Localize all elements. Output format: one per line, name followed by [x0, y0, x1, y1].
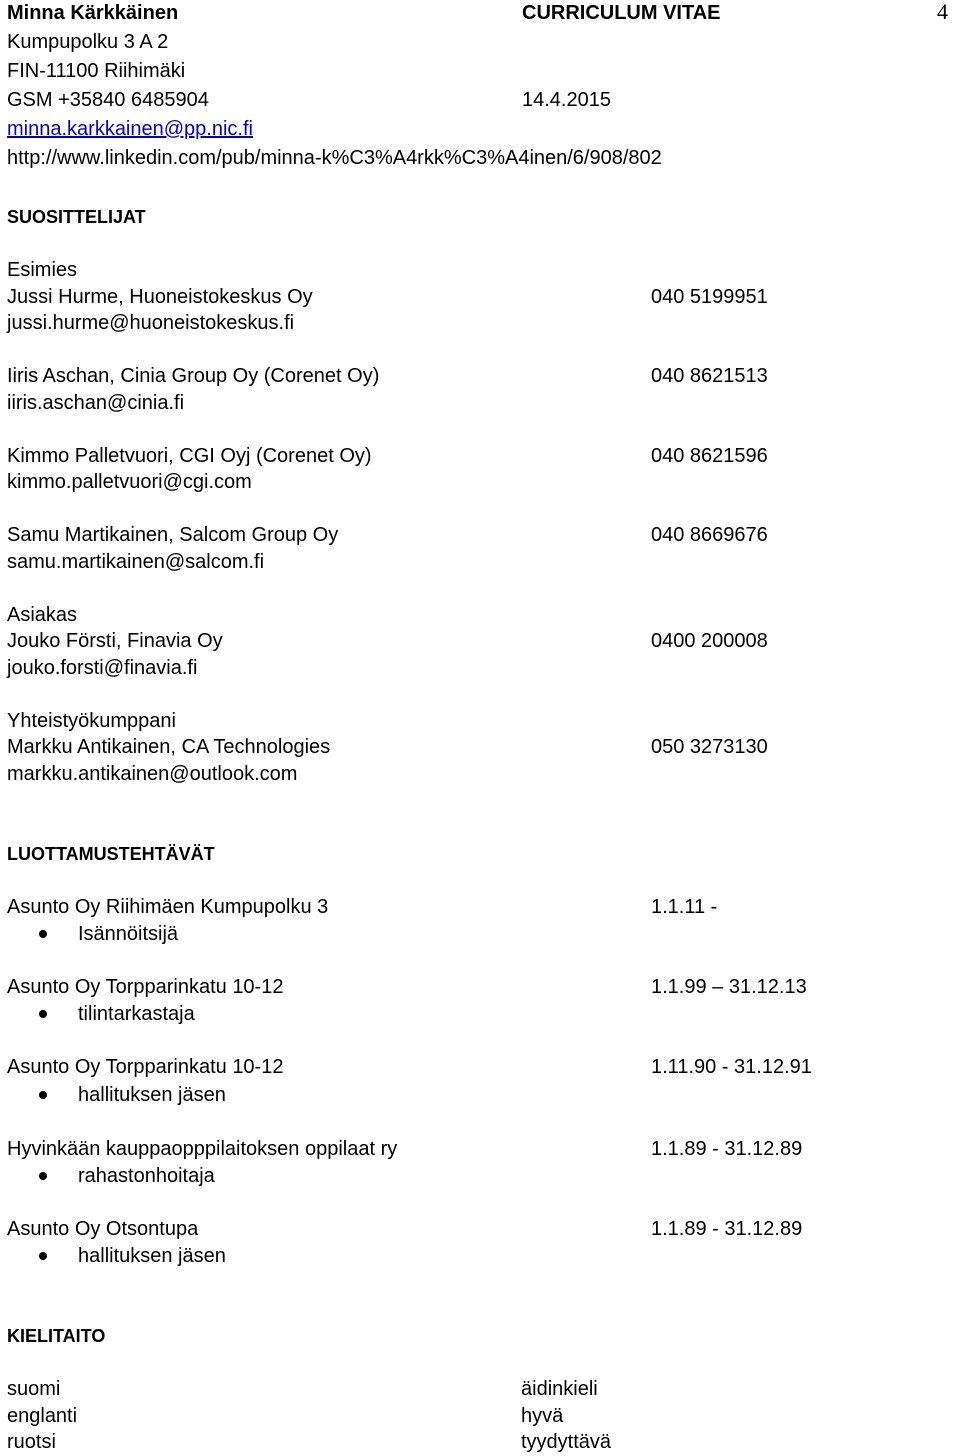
language-name: suomi: [7, 1378, 61, 1400]
language-level: tyydyttävä: [521, 1431, 612, 1453]
page-number: 4: [937, 0, 948, 24]
position-period: 1.1.89 - 31.12.89: [651, 1138, 803, 1160]
document-title: CURRICULUM VITAE: [522, 2, 721, 24]
language-level: hyvä: [521, 1405, 564, 1427]
email-link[interactable]: minna.karkkainen@pp.nic.fi: [7, 118, 253, 140]
reference-phone: 040 8621513: [651, 365, 768, 387]
reference-email: iiris.aschan@cinia.fi: [7, 392, 185, 414]
position-role: tilintarkastaja: [78, 1003, 195, 1025]
bullet-icon: [39, 1091, 47, 1099]
position-organization: Asunto Oy Torpparinkatu 10-12: [7, 976, 284, 998]
street-address: Kumpupolku 3 A 2: [7, 31, 169, 53]
bullet-icon: [39, 930, 47, 938]
reference-email: samu.martikainen@salcom.fi: [7, 551, 265, 573]
position-role: hallituksen jäsen: [78, 1245, 226, 1267]
reference-name: Jouko Försti, Finavia Oy: [7, 630, 223, 652]
position-role: rahastonhoitaja: [78, 1165, 215, 1187]
reference-phone: 050 3273130: [651, 736, 768, 758]
reference-name: Samu Martikainen, Salcom Group Oy: [7, 524, 339, 546]
language-level: äidinkieli: [521, 1378, 598, 1400]
linkedin-url[interactable]: http://www.linkedin.com/pub/minna-k%C3%A4rkk%C3%A4inen/6/908/802: [7, 147, 662, 169]
reference-name: Markku Antikainen, CA Technologies: [7, 736, 331, 758]
bullet-icon: [39, 1172, 47, 1180]
bullet-icon: [39, 1010, 47, 1018]
position-role: Isännöitsijä: [78, 923, 179, 945]
language-name: englanti: [7, 1405, 78, 1427]
position-period: 1.11.90 - 31.12.91: [651, 1056, 812, 1078]
reference-email: kimmo.palletvuori@cgi.com: [7, 471, 252, 493]
reference-email: jussi.hurme@huoneistokeskus.fi: [7, 312, 295, 334]
document-date: 14.4.2015: [522, 89, 611, 111]
reference-phone: 040 5199951: [651, 286, 768, 308]
phone-number: GSM +35840 6485904: [7, 89, 209, 111]
partner-label: Yhteistyökumppani: [7, 710, 176, 732]
languages-heading: KIELITAITO: [7, 1326, 106, 1346]
cv-owner-name: Minna Kärkkäinen: [7, 2, 179, 24]
language-name: ruotsi: [7, 1431, 56, 1453]
reference-phone: 0400 200008: [651, 630, 768, 652]
position-period: 1.1.99 – 31.12.13: [651, 976, 807, 998]
position-role: hallituksen jäsen: [78, 1084, 226, 1106]
position-organization: Asunto Oy Riihimäen Kumpupolku 3: [7, 896, 329, 918]
position-organization: Asunto Oy Torpparinkatu 10-12: [7, 1056, 284, 1078]
reference-name: Kimmo Palletvuori, CGI Oyj (Corenet Oy): [7, 445, 372, 467]
reference-name: Jussi Hurme, Huoneistokeskus Oy: [7, 286, 313, 308]
bullet-icon: [39, 1252, 47, 1260]
postal-address: FIN-11100 Riihimäki: [7, 60, 186, 82]
position-organization: Hyvinkään kauppaopppilaitoksen oppilaat ry: [7, 1138, 398, 1160]
reference-phone: 040 8621596: [651, 445, 768, 467]
position-period: 1.1.89 - 31.12.89: [651, 1218, 803, 1240]
supervisors-label: Esimies: [7, 259, 78, 281]
reference-email: jouko.forsti@finavia.fi: [7, 657, 198, 679]
references-heading: SUOSITTELIJAT: [7, 207, 146, 227]
position-period: 1.1.11 -: [651, 896, 718, 918]
position-organization: Asunto Oy Otsontupa: [7, 1218, 199, 1240]
reference-email: markku.antikainen@outlook.com: [7, 763, 298, 785]
reference-phone: 040 8669676: [651, 524, 768, 546]
positions-heading: LUOTTAMUSTEHTÄVÄT: [7, 844, 215, 864]
client-label: Asiakas: [7, 604, 78, 626]
reference-name: Iiris Aschan, Cinia Group Oy (Corenet Oy): [7, 365, 380, 387]
